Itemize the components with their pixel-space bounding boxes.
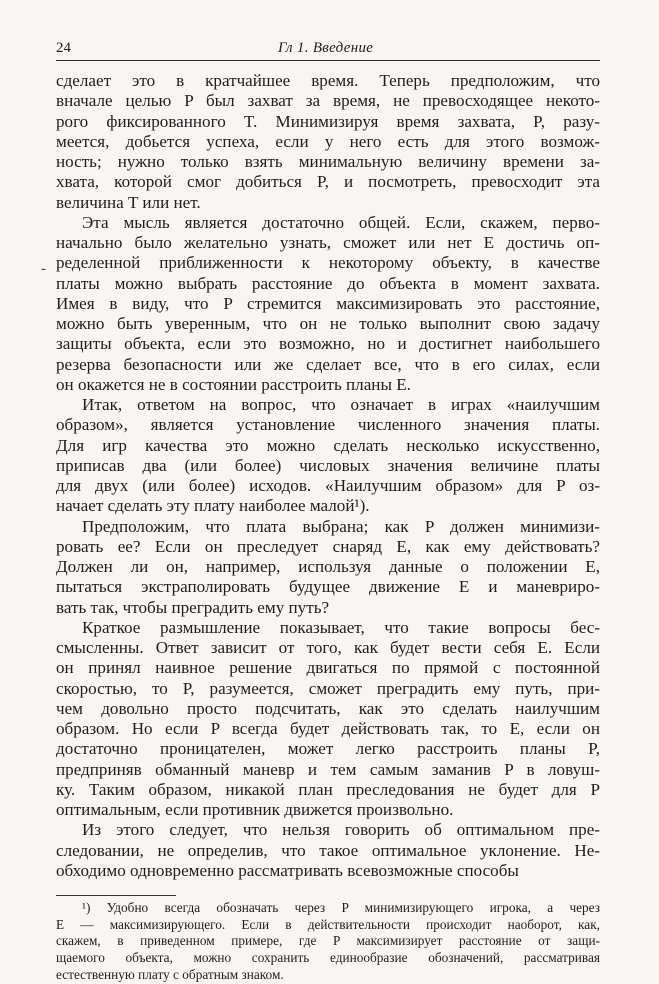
text-line: начает сделать эту плату наиболее малой¹). (56, 496, 370, 516)
text-line: образом», является установление численного значения платы. (56, 415, 600, 435)
footnote-divider (56, 895, 176, 896)
text-line: достаточно проницателен, может легко расстроить планы P, (56, 739, 600, 759)
margin-mark: - (41, 261, 46, 277)
text-line: Имея в виду, что P стремится максимизировать это расстояние, (56, 293, 600, 313)
footnote-line: скажем, в приведенном примере, где P максимизирует расстояние от защи- (56, 933, 600, 949)
text-line: Для игр качества это можно сделать несколько искусственно, (56, 435, 600, 455)
text-line: вначале целью P был захват за время, не превосходящее некото- (56, 91, 600, 111)
text-line: смысленны. Ответ зависит от того, как будет вести себя E. Если (56, 638, 600, 657)
book-page (56, 36, 600, 982)
paragraph (56, 71, 600, 213)
text-line: приписав два (или более) числовых значения величине платы (56, 455, 600, 475)
text-line: ровать ее? Если он преследует снаряд E, как ему действовать? (56, 536, 600, 556)
text-line: Из этого следует, что нельзя говорить об оптимальном пре- (82, 820, 600, 840)
page-number: 24 (56, 40, 71, 56)
text-line: Должен ли он, например, используя данные о положении E, (56, 557, 600, 576)
text-line: пытаться экстраполировать будущее движение E и маневриро- (56, 577, 600, 597)
text-line: Краткое размышление показывает, что такие вопросы бес- (82, 617, 600, 637)
text-line: вать так, чтобы преградить ему путь? (56, 597, 330, 617)
text-line: скоростью, то P, разумеется, сможет преградить ему путь, при- (56, 678, 600, 698)
text-line: начально было желательно узнать, сможет или нет E достичь оп- (56, 233, 600, 252)
text-line: предприняв обманный маневр и тем самым заманив P в ловуш- (56, 759, 600, 779)
text-line: ность; нужно только взять минимальную величину времени за- (56, 152, 600, 171)
text-line: ределенной приближенности к некоторому объекту, в качестве (56, 253, 600, 273)
text-line: ку. Таким образом, никакой план преследования не будет для P (56, 779, 600, 799)
paragraph (56, 395, 600, 517)
footnote-line: ¹) Удобно всегда обозначать через P минимизирующего игрока, а через (82, 900, 600, 915)
text-line: рого фиксированного T. Минимизируя время захвата, P, разу- (56, 111, 600, 131)
text-line: меется, добьется успеха, если у него есть для этого возмож- (56, 131, 600, 151)
page-header (56, 36, 600, 61)
text-line: платы можно выбрать расстояние до объекта в момент захвата. (56, 273, 600, 293)
footnote (56, 900, 600, 984)
text-line: Предположим, что плата выбрана; как P должен минимизи- (82, 516, 600, 536)
text-line: он принял наивное решение двигаться по прямой с постоянной (56, 658, 600, 678)
text-line: оптимальным, если противник движется произвольно. (56, 800, 454, 819)
text-line: величина T или нет. (56, 192, 201, 212)
paragraph (56, 213, 600, 395)
text-line: чем довольно просто подсчитать, как это сделать наилучшим (56, 698, 600, 718)
paragraph (56, 618, 600, 821)
text-line: хвата, которой смог добиться P, и посмотреть, превосходит эта (56, 172, 600, 192)
text-line: сделает это в кратчайшее время. Теперь предположим, что (56, 71, 600, 90)
footnote-line: E — максимизирующего. Если в действительности происходит наоборот, как, (56, 916, 600, 932)
body-text (56, 71, 600, 881)
footnote-line: естественную плату с обратным знаком. (56, 966, 284, 982)
text-line: образом. Но если P всегда будет действовать так, то E, если он (56, 719, 600, 738)
text-line: защиты объекта, если это возможно, но и достигнет наибольшего (56, 334, 600, 354)
text-line: следовании, не определив, что такое оптимальное уклонение. Не- (56, 840, 600, 860)
footnote-line: щаемого объекта, можно сохранить единообразие обозначений, рассматривая (56, 950, 600, 966)
text-line: для двух (или более) исходов. «Наилучшим образом» для P оз- (56, 476, 600, 495)
text-line: Итак, ответом на вопрос, что означает в играх «наилучшим (82, 395, 600, 414)
paragraph (56, 517, 600, 618)
paragraph (56, 820, 600, 881)
text-line: Эта мысль является достаточно общей. Если, скажем, перво- (82, 212, 600, 232)
text-line: можно быть уверенным, что он не только выполнит свою задачу (56, 314, 600, 333)
text-line: обходимо одновременно рассматривать всевозможные способы (56, 860, 519, 880)
running-title: Гл 1. Введение (278, 40, 374, 56)
text-line: он окажется не в состоянии расстроить планы E. (56, 374, 411, 394)
text-line: резерва безопасности или же сделает все, что в его силах, если (56, 354, 600, 374)
